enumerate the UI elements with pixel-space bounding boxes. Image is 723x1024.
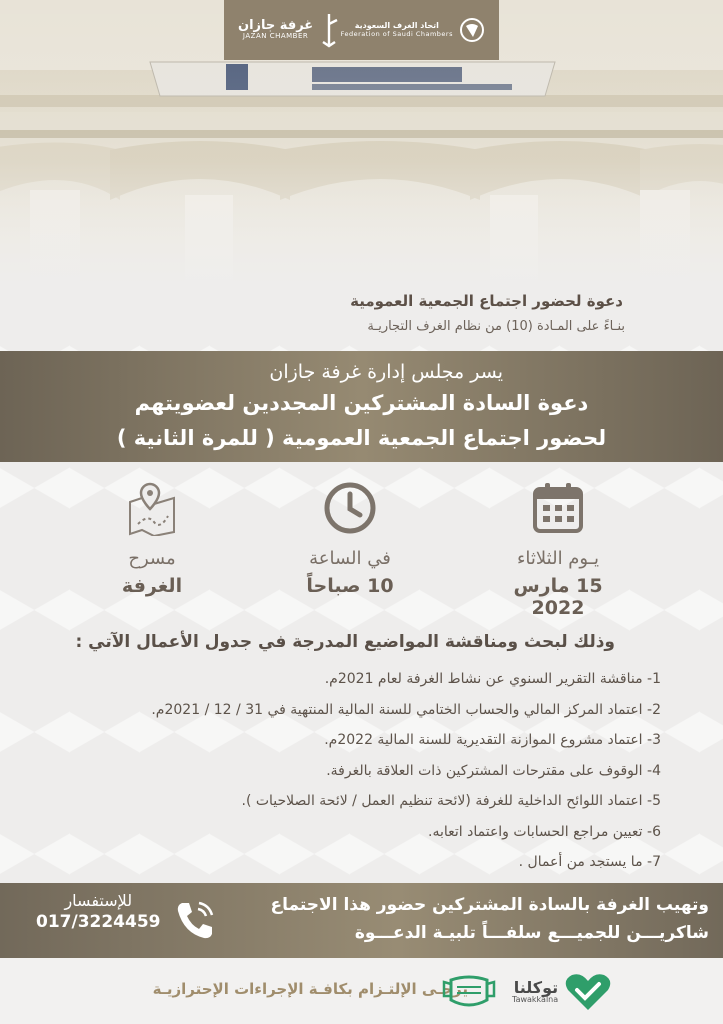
location-value: الغرفة [121, 575, 183, 597]
time-info [280, 480, 420, 597]
date-value: 15 مارس 2022 [513, 575, 603, 619]
date-info [488, 480, 628, 619]
agenda-item: 6- تعيين مراجع الحسابات واعتماد اتعابه. [428, 823, 661, 840]
contact-info [36, 891, 161, 932]
band-line-2: دعوة السادة المشتركين المجددين لعضويتهم [134, 391, 589, 415]
agenda-list [61, 664, 661, 878]
federation-logo [341, 17, 485, 43]
precautions-note: يرجـى الإلتـزام بكافـة الإجراءات الإحترازيـة [152, 980, 468, 998]
location-label: مسرح [128, 548, 176, 569]
bottom-bar [0, 958, 723, 1024]
band-line-1: يسر مجلس إدارة غرفة جازان [269, 361, 503, 383]
logo-bar [224, 0, 499, 60]
time-value: 10 صباحاً [306, 575, 394, 597]
agenda-item: 7- ما يستجد من أعمال . [518, 854, 661, 870]
agenda-item: 4- الوقوف على مقترحات المشتركين ذات العلاقة بالغرفة. [326, 762, 661, 779]
federation-name-en: Federation of Saudi Chambers [340, 29, 453, 38]
map-pin-icon [124, 480, 180, 536]
chamber-name-ar: غرفة جازان [238, 18, 314, 33]
phone-icon [172, 897, 218, 943]
agenda-item: 1- مناقشة التقرير السنوي عن نشاط الغرفة لعام 2021م. [324, 671, 661, 687]
footer-message-line-1: وتهيب الغرفة بالسادة المشتركين حضور هذا الاجتماع [270, 895, 709, 915]
date-label: يـوم الثلاثاء [516, 548, 600, 569]
calendar-icon [530, 480, 586, 536]
tawakkalna-name-ar: توكلنا [513, 978, 559, 997]
clock-icon [322, 480, 378, 536]
time-label: في الساعة [309, 548, 391, 569]
tawakkalna-heart-icon [564, 972, 612, 1012]
footer-band [0, 883, 723, 958]
location-info [92, 480, 212, 597]
jazan-chamber-logo [238, 12, 339, 48]
phone-number[interactable]: 017/3224459 [36, 912, 161, 932]
federation-name-ar: اتحاد الغرف السعودية [354, 21, 439, 31]
contact-label: للإستفسار [64, 891, 133, 910]
jazan-chamber-icon [319, 12, 339, 48]
invitation-title: دعوة لحضور اجتماع الجمعية العمومية [350, 292, 623, 310]
invitation-subtitle: بنـاءً على المـادة (10) من نظام الغرف التجاريـة [367, 319, 625, 334]
band-line-3: لحضور اجتماع الجمعية العمومية ( للمرة الثانية ) [116, 426, 607, 450]
agenda-title: وذلك لبحث ومناقشة المواضيع المدرجة في جدول الأعمال الآتي : [75, 632, 615, 652]
federation-icon [459, 17, 485, 43]
face-mask-icon [441, 972, 497, 1010]
tawakkalna-name-en: Tawakkalna [512, 995, 559, 1004]
tawakkalna-logo [512, 972, 612, 1012]
agenda-item: 2- اعتماد المركز المالي والحساب الختامي للسنة المالية المنتهية في 31 / 12 / 2021م. [151, 701, 661, 718]
agenda-item: 3- اعتماد مشروع الموازنة التقديرية للسنة المالية 2022م. [324, 732, 661, 748]
chamber-name-en: JAZAN CHAMBER [242, 32, 309, 41]
invitation-band [0, 351, 723, 462]
footer-message-line-2: شاكريـــن للجميـــع سلفـــاً تلبيـة الدعـــوة [354, 923, 709, 943]
footer-message [270, 891, 709, 947]
agenda-item: 5- اعتماد اللوائح الداخلية للغرفة (لائحة تنظيم العمل / لائحة الصلاحيات ). [241, 793, 661, 809]
